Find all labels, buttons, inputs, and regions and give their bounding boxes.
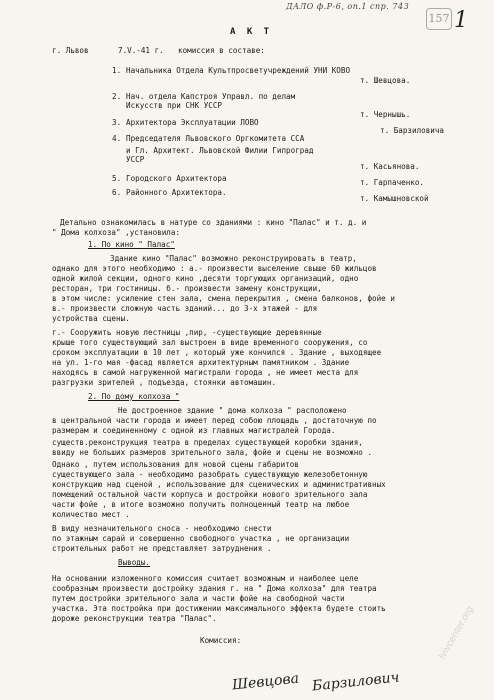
body-line: конструкцию над сценой , использование для сценических и административных [52,480,386,489]
body-line: крыше того существующий зал выстроен в виде временного сооружения, со [52,338,368,347]
body-line: г.- Сооружить новую лестницы ,пир, -существующие деревянные [52,328,322,337]
header-commission: комиссия в составе: [178,46,265,55]
body-line: размерам и соединенному с одной из главных магистралей Городa. [52,426,336,435]
document-title: А К Т [230,27,273,37]
member-role: Нач. отдела Капстроя Управл. по делам [126,92,296,101]
member-name: т. Гарпаченко. [360,178,425,187]
watermark: lvivcenter.org [437,604,476,662]
section-heading: 1. По кино " Палас" [88,240,175,249]
body-line: устройства сцены. [52,314,130,323]
section-heading: Выводы. [118,558,151,567]
header-city: г. Львов [52,46,89,55]
signature-2: Барзилович [311,669,401,695]
member-role: Архитектора Эксплуатации ЛОВО [126,118,259,127]
member-name: т. Барзиловича [380,126,445,135]
member-num: 6. [112,188,122,197]
member-role-line2: Искусств при СНК УССР [126,101,223,110]
member-num: 4. [112,134,122,143]
body-line: помещений остальной части корпуса и достройки нового зрительного зала [52,490,368,499]
body-line: Детально ознакомилась в натуре со зданиями : кино "Палас" и т. д. и [60,218,367,227]
body-line: в.- произвести сложную часть зданий... до 3-х этажей - для [52,304,318,313]
body-line: однако для этого необходимо : а.- произвести выселение свыше 60 жильцов [52,264,377,273]
body-line: В виду незначительного сноса - необходимо снести [52,524,272,533]
body-line: участка. Эта постройка при достижении максимального эффекта будете стоить [52,604,386,613]
section-heading: 2. По дому колхоза " [88,392,180,401]
body-line: на ул. 1-го мая -фасад является архитектурным памятником . Здание [52,358,350,367]
body-line: сроком эксплуатации в 10 лет , который уже кончился . Здание , выходящее [52,348,382,357]
body-line: сообразным произвести достройку здания г. на " Дома колхоза" для театра [52,584,377,593]
member-name: т. Касьянова. [360,162,420,171]
archive-mark: ДАЛО ф.Р-6, оп.1 спр. 743 [286,2,410,11]
body-line: в центральной части города и имеет перед собою площадь , достаточную по [52,416,377,425]
member-name: т. Чернышь. [360,110,411,119]
member-role: Городского Архитектора [126,174,227,183]
body-line: существ.реконструкция театра в пределах существующей коробки здания, [52,438,363,447]
member-role: Районного Архитектора. [126,188,227,197]
member-num: 3. [112,118,122,127]
body-line: существующего зала - необходимо разобрать существующую железобетонную [52,470,368,479]
page-stamp: 157 [426,8,452,30]
body-line: части фойе , в итоге возможно получить полноценный театр на любое [52,500,350,509]
body-line: ресторан, три гостиницы. б.- произвести замену конструкции, [52,284,322,293]
body-line: дороже реконструкции театра "Палас". [52,614,217,623]
member-role-line3: УССР [126,155,145,164]
commission-label: Комиссия: [200,636,242,645]
member-num: 5. [112,174,122,183]
member-name: т. Камышновской [360,194,429,203]
member-role: Начальника Отдела Культпросветучреждений УНИ КОВО [126,66,351,75]
body-line: " Дома колхоза" ,установила: [52,228,181,237]
header-date: 7.V.-41 г. [118,46,164,55]
body-line: строительных работ не представляет затруднения . [52,544,272,553]
member-name: т. Шевцова. [360,76,411,85]
body-line: разгрузки зрителей , подъезда, стоянки автомашин. [52,378,277,387]
body-line: одной жилой секции, одного кино ,десяти торгующих организаций, одно [52,274,359,283]
body-line: в этом числе: усиление стен зала, смена перекрытия , смена балконов, фойе и [52,294,395,303]
body-line: На основании изложенного комиссия считает возможным и наиболее целе [52,574,359,583]
body-line: Не достроенное здание " дома колхоза " расположено [118,406,347,415]
body-line: Однако , путем использования для новой сцены габаритов [52,460,299,469]
member-num: 2. [112,92,122,101]
member-role: Председателя Львовского Оргкомитета ССА [126,134,305,143]
member-num: 1. [112,66,122,75]
body-line: количество мест . [52,510,130,519]
member-role-line2: и Гл. Архитект. Львовской Филии Гипроград [126,146,314,155]
signature-1: Шевцова [231,670,300,694]
page-number: 1 [454,8,468,33]
body-line: находясь в самой нагруженной магистрали города , не имеет места для [52,368,359,377]
body-line: по этажным сарай и совершенно свободного участка , не организации [52,534,350,543]
body-line: ввиду не больших размеров зрительного зала, фойе и сцены не возможно . [52,448,373,457]
body-line: путем достройки зрительного зала и части фойе на свободной части [52,594,345,603]
body-line: Здание кино "Палас" возможно реконструировать в театр, [110,254,357,263]
